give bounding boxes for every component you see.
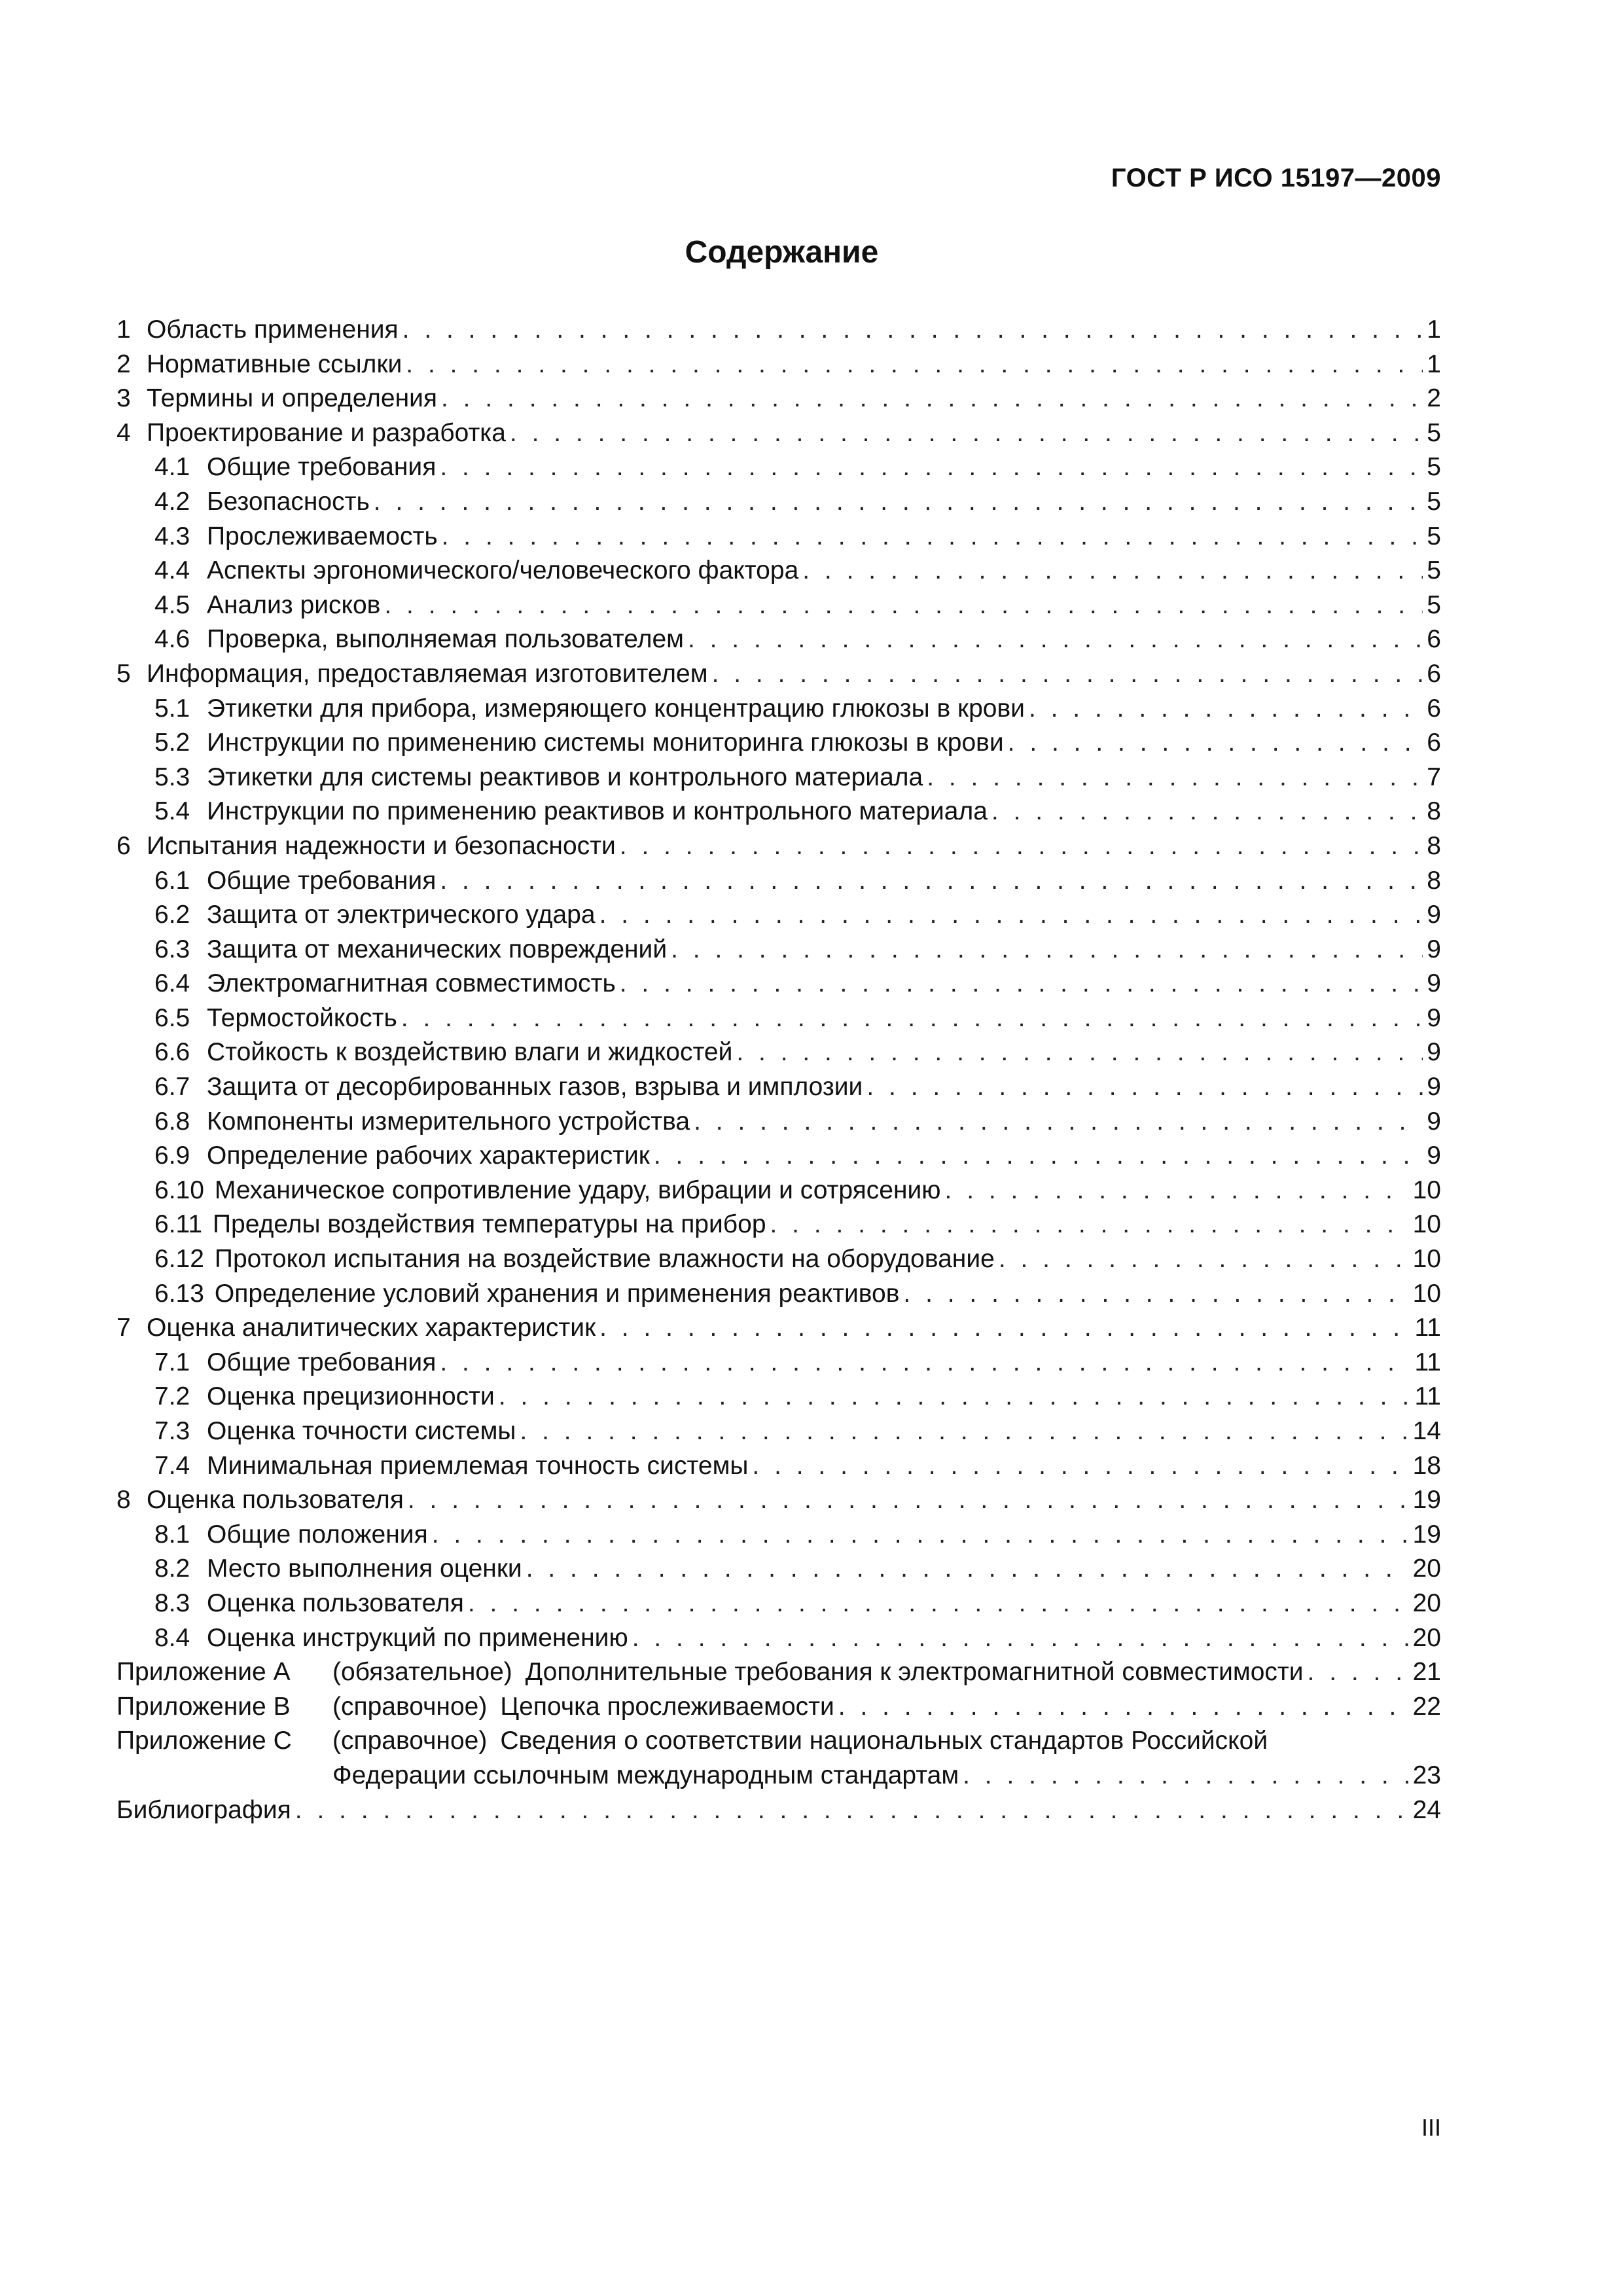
toc-entry-label: Область применения bbox=[147, 315, 399, 344]
toc-entry[interactable] bbox=[116, 726, 1441, 761]
toc-entry-page: 2 bbox=[1427, 384, 1441, 413]
toc-entry-label: Место выполнения оценки bbox=[207, 1554, 522, 1583]
toc-entry[interactable] bbox=[116, 1449, 1441, 1484]
bibliography-page: 24 bbox=[1412, 1795, 1441, 1824]
dot-leader bbox=[441, 382, 1423, 416]
toc-entry-number: 2 bbox=[116, 350, 131, 378]
toc-entry-page: 5 bbox=[1427, 453, 1441, 482]
dot-leader bbox=[688, 622, 1423, 657]
dot-leader bbox=[406, 348, 1423, 382]
dot-leader bbox=[468, 1587, 1409, 1621]
toc-entry-number: 7 bbox=[116, 1314, 131, 1342]
dot-leader bbox=[295, 1793, 1409, 1828]
toc-entry[interactable] bbox=[116, 1380, 1441, 1414]
toc-entry-page: 9 bbox=[1427, 969, 1441, 998]
appendix-prefix: Приложение С bbox=[116, 1727, 292, 1755]
dot-leader bbox=[374, 485, 1423, 520]
dot-leader bbox=[927, 761, 1423, 795]
dot-leader bbox=[1308, 1655, 1409, 1690]
toc-appendix-entry[interactable] bbox=[116, 1724, 1441, 1793]
dot-leader bbox=[991, 795, 1423, 829]
toc-entry-page: 11 bbox=[1414, 1382, 1441, 1411]
toc-entry-number: 4.3 bbox=[154, 522, 190, 550]
page-title: Содержание bbox=[685, 235, 879, 270]
toc-entry[interactable] bbox=[116, 829, 1441, 864]
toc-entry-label: Оценка инструкций по применению bbox=[207, 1623, 628, 1652]
toc-entry-page: 20 bbox=[1412, 1554, 1441, 1583]
toc-entry-page: 10 bbox=[1412, 1245, 1441, 1274]
toc-entry-page: 9 bbox=[1427, 1003, 1441, 1032]
toc-entry-label: Термостойкость bbox=[207, 1003, 397, 1032]
toc-entry-page: 11 bbox=[1414, 1314, 1441, 1342]
toc-entry[interactable] bbox=[116, 416, 1441, 451]
toc-entry-label: Проверка, выполняемая пользователем bbox=[207, 625, 684, 654]
toc-entry-number: 7.1 bbox=[154, 1348, 190, 1376]
toc-entry[interactable] bbox=[116, 657, 1441, 692]
dot-leader bbox=[384, 588, 1423, 623]
toc-entry[interactable] bbox=[116, 588, 1441, 623]
toc-entry[interactable] bbox=[116, 1070, 1441, 1105]
toc-entry-page: 9 bbox=[1427, 1107, 1441, 1136]
toc-entry-label: Инструкции по применению реактивов и контрольного материала bbox=[207, 797, 988, 826]
toc-entry-number: 3 bbox=[116, 384, 131, 413]
toc-entry-label: Определение рабочих характеристик bbox=[207, 1141, 650, 1170]
toc-entry-page: 8 bbox=[1427, 866, 1441, 895]
toc-entry[interactable] bbox=[116, 1311, 1441, 1346]
toc-entry-page: 5 bbox=[1427, 522, 1441, 550]
toc-entry-page: 10 bbox=[1412, 1210, 1441, 1239]
toc-entry-number: 6.11 bbox=[154, 1210, 203, 1239]
dot-leader bbox=[432, 1518, 1409, 1552]
toc-entry[interactable] bbox=[116, 1208, 1441, 1242]
toc-entry-number: 4.5 bbox=[154, 590, 190, 619]
toc-appendix-entry[interactable] bbox=[116, 1690, 1441, 1725]
dot-leader bbox=[440, 450, 1423, 485]
toc-entry-page: 7 bbox=[1427, 762, 1441, 791]
toc-entry-label: Информация, предоставляемая изготовителем bbox=[147, 659, 708, 688]
toc-entry[interactable] bbox=[116, 933, 1441, 967]
dot-leader bbox=[802, 554, 1423, 588]
toc-bibliography-entry[interactable] bbox=[116, 1793, 1441, 1828]
toc-entry-label: Защита от десорбированных газов, взрыва и имплозии bbox=[207, 1073, 863, 1102]
toc-entry-label: Этикетки для прибора, измеряющего концентрацию глюкозы в крови bbox=[207, 694, 1025, 723]
table-of-contents bbox=[116, 313, 1441, 1827]
toc-entry[interactable] bbox=[116, 692, 1441, 726]
dot-leader bbox=[752, 1449, 1408, 1484]
toc-entry-page: 6 bbox=[1427, 659, 1441, 688]
toc-entry-number: 6 bbox=[116, 831, 131, 860]
dot-leader bbox=[838, 1690, 1409, 1725]
toc-entry-label: Оценка пользователя bbox=[147, 1486, 404, 1515]
toc-entry-page: 20 bbox=[1412, 1623, 1441, 1652]
toc-entry-page: 19 bbox=[1412, 1520, 1441, 1549]
toc-entry-label: Определение условий хранения и применения реактивов bbox=[214, 1279, 900, 1308]
toc-entry[interactable] bbox=[116, 348, 1441, 382]
toc-entry-page: 14 bbox=[1412, 1417, 1441, 1445]
toc-entry-number: 5.3 bbox=[154, 762, 190, 791]
toc-entry-page: 5 bbox=[1427, 556, 1441, 585]
toc-entry[interactable] bbox=[116, 795, 1441, 829]
toc-entry[interactable] bbox=[116, 1552, 1441, 1587]
toc-entry-page: 5 bbox=[1427, 487, 1441, 516]
dot-leader bbox=[510, 416, 1423, 451]
toc-entry-number: 8.4 bbox=[154, 1623, 190, 1652]
dot-leader bbox=[401, 1001, 1423, 1036]
dot-leader bbox=[736, 1035, 1423, 1070]
toc-entry-number: 5.1 bbox=[154, 694, 190, 723]
appendix-title: Сведения о соответствии национальных стандартов Российской bbox=[500, 1727, 1268, 1755]
toc-entry[interactable] bbox=[116, 1621, 1441, 1656]
dot-leader bbox=[442, 520, 1423, 554]
toc-entry-number: 5 bbox=[116, 659, 131, 688]
toc-entry-label: Проектирование и разработка bbox=[147, 418, 506, 447]
appendix-page: 23 bbox=[1412, 1761, 1441, 1789]
dot-leader bbox=[963, 1759, 1408, 1793]
dot-leader bbox=[620, 967, 1423, 1001]
dot-leader bbox=[632, 1621, 1409, 1656]
toc-entry-label: Оценка точности системы bbox=[207, 1417, 516, 1445]
toc-entry-number: 7.2 bbox=[154, 1382, 190, 1411]
bibliography-label: Библиография bbox=[116, 1795, 291, 1824]
toc-entry[interactable] bbox=[116, 1277, 1441, 1312]
toc-entry-number: 4.1 bbox=[154, 453, 190, 482]
toc-entry-number: 5.4 bbox=[154, 797, 190, 826]
toc-entry[interactable] bbox=[116, 1483, 1441, 1518]
toc-entry[interactable] bbox=[116, 967, 1441, 1001]
toc-entry-label: Этикетки для системы реактивов и контрольного материала bbox=[207, 762, 923, 791]
toc-entry-number: 4.6 bbox=[154, 625, 190, 654]
dot-leader bbox=[599, 898, 1423, 933]
dot-leader bbox=[1008, 726, 1423, 761]
toc-entry[interactable] bbox=[116, 382, 1441, 416]
toc-entry-label: Оценка аналитических характеристик bbox=[147, 1314, 596, 1342]
toc-entry-label: Пределы воздействия температуры на прибор bbox=[213, 1210, 766, 1239]
toc-entry-number: 6.2 bbox=[154, 901, 190, 929]
appendix-title: Федерации ссылочным международным стандартам bbox=[332, 1761, 959, 1789]
toc-entry-label: Прослеживаемость bbox=[207, 522, 438, 550]
toc-entry-number: 6.5 bbox=[154, 1003, 190, 1032]
toc-entry-number: 6.10 bbox=[154, 1175, 204, 1204]
toc-entry-page: 1 bbox=[1427, 315, 1441, 344]
toc-entry-number: 5.2 bbox=[154, 728, 190, 757]
page-number: III bbox=[1421, 2114, 1441, 2141]
toc-entry-label: Стойкость к воздействию влаги и жидкостей bbox=[207, 1038, 733, 1067]
toc-entry-number: 1 bbox=[116, 315, 131, 344]
toc-entry-page: 6 bbox=[1427, 728, 1441, 757]
toc-entry-page: 19 bbox=[1412, 1486, 1441, 1515]
appendix-kind: (справочное) bbox=[332, 1727, 488, 1755]
toc-entry-page: 1 bbox=[1427, 350, 1441, 378]
dot-leader bbox=[499, 1380, 1411, 1414]
appendix-page: 22 bbox=[1412, 1692, 1441, 1721]
dot-leader bbox=[671, 933, 1423, 967]
toc-entry-number: 8.2 bbox=[154, 1554, 190, 1583]
toc-entry-label: Общие требования bbox=[207, 866, 437, 895]
appendix-kind: (справочное) bbox=[332, 1692, 488, 1721]
toc-entry-label: Механическое сопротивление удару, вибрации и сотрясению bbox=[214, 1175, 941, 1204]
toc-entry[interactable] bbox=[116, 520, 1441, 554]
toc-entry-number: 7.4 bbox=[154, 1451, 190, 1480]
dot-leader bbox=[712, 657, 1423, 692]
toc-appendix-entry[interactable] bbox=[116, 1655, 1441, 1690]
toc-entry-number: 4.4 bbox=[154, 556, 190, 585]
toc-entry-label: Общие требования bbox=[207, 453, 437, 482]
toc-entry-number: 4.2 bbox=[154, 487, 190, 516]
toc-entry-label: Аспекты эргономического/человеческого фактора bbox=[207, 556, 799, 585]
toc-entry[interactable] bbox=[116, 554, 1441, 588]
toc-entry-number: 4 bbox=[116, 418, 131, 447]
toc-entry-page: 9 bbox=[1427, 935, 1441, 963]
dot-leader bbox=[866, 1070, 1423, 1105]
toc-entry-number: 6.8 bbox=[154, 1107, 190, 1136]
toc-entry[interactable] bbox=[116, 898, 1441, 933]
toc-entry-label: Анализ рисков bbox=[207, 590, 381, 619]
toc-entry[interactable] bbox=[116, 622, 1441, 657]
dot-leader bbox=[599, 1311, 1410, 1346]
toc-entry[interactable] bbox=[116, 485, 1441, 520]
toc-entry[interactable] bbox=[116, 313, 1441, 348]
appendix-kind: (обязательное) bbox=[332, 1658, 512, 1687]
toc-entry-number: 6.4 bbox=[154, 969, 190, 998]
toc-entry-number: 6.12 bbox=[154, 1245, 204, 1274]
dot-leader bbox=[903, 1277, 1408, 1312]
toc-entry[interactable] bbox=[116, 1518, 1441, 1552]
dot-leader bbox=[402, 313, 1423, 348]
toc-entry-page: 6 bbox=[1427, 694, 1441, 723]
toc-entry-label: Общие требования bbox=[207, 1348, 437, 1376]
toc-entry-label: Термины и определения bbox=[147, 384, 438, 413]
toc-entry[interactable] bbox=[116, 1242, 1441, 1277]
appendix-title: Цепочка прослеживаемости bbox=[500, 1692, 834, 1721]
toc-entry-page: 5 bbox=[1427, 590, 1441, 619]
dot-leader bbox=[999, 1242, 1409, 1277]
toc-entry[interactable] bbox=[116, 1001, 1441, 1036]
toc-entry[interactable] bbox=[116, 450, 1441, 485]
dot-leader bbox=[945, 1174, 1409, 1208]
toc-entry[interactable] bbox=[116, 1174, 1441, 1208]
toc-entry[interactable] bbox=[116, 1035, 1441, 1070]
toc-entry[interactable] bbox=[116, 761, 1441, 795]
toc-entry-number: 6.7 bbox=[154, 1073, 190, 1102]
toc-entry-page: 18 bbox=[1412, 1451, 1441, 1480]
toc-entry-page: 6 bbox=[1427, 625, 1441, 654]
toc-entry[interactable] bbox=[116, 1139, 1441, 1174]
toc-entry-label: Оценка прецизионности bbox=[207, 1382, 495, 1411]
toc-entry[interactable] bbox=[116, 1587, 1441, 1621]
dot-leader bbox=[654, 1139, 1423, 1174]
toc-entry-number: 8.3 bbox=[154, 1588, 190, 1617]
toc-entry-page: 11 bbox=[1414, 1348, 1441, 1376]
dot-leader bbox=[526, 1552, 1409, 1587]
toc-entry-number: 6.9 bbox=[154, 1141, 190, 1170]
appendix-title: Дополнительные требования к электромагнитной совместимости bbox=[525, 1658, 1304, 1687]
toc-entry-label: Испытания надежности и безопасности bbox=[147, 831, 616, 860]
appendix-page: 21 bbox=[1412, 1658, 1441, 1687]
toc-entry-page: 9 bbox=[1427, 1038, 1441, 1067]
toc-entry-label: Инструкции по применению системы мониторинга глюкозы в крови bbox=[207, 728, 1004, 757]
dot-leader bbox=[770, 1208, 1409, 1242]
toc-entry-number: 6.1 bbox=[154, 866, 190, 895]
toc-entry-page: 9 bbox=[1427, 1141, 1441, 1170]
toc-entry-number: 8 bbox=[116, 1486, 131, 1515]
toc-entry-page: 9 bbox=[1427, 1073, 1441, 1102]
toc-entry[interactable] bbox=[116, 864, 1441, 899]
toc-entry[interactable] bbox=[116, 1105, 1441, 1139]
toc-entry-number: 7.3 bbox=[154, 1417, 190, 1445]
toc-entry-label: Минимальная приемлемая точность системы bbox=[207, 1451, 749, 1480]
toc-entry[interactable] bbox=[116, 1346, 1441, 1380]
dot-leader bbox=[694, 1105, 1423, 1139]
toc-entry-page: 5 bbox=[1427, 418, 1441, 447]
dot-leader bbox=[1029, 692, 1423, 726]
toc-entry-page: 8 bbox=[1427, 831, 1441, 860]
appendix-prefix: Приложение А bbox=[116, 1658, 291, 1687]
dot-leader bbox=[440, 864, 1423, 899]
toc-entry-page: 8 bbox=[1427, 797, 1441, 826]
document-code: ГОСТ Р ИСО 15197—2009 bbox=[1111, 164, 1441, 192]
toc-entry-label: Защита от электрического удара bbox=[207, 901, 596, 929]
toc-entry-label: Общие положения bbox=[207, 1520, 428, 1549]
toc-entry-label: Защита от механических повреждений bbox=[207, 935, 668, 963]
dot-leader bbox=[620, 829, 1423, 864]
dot-leader bbox=[440, 1346, 1410, 1380]
toc-entry-label: Компоненты измерительного устройства bbox=[207, 1107, 690, 1136]
toc-entry-page: 20 bbox=[1412, 1588, 1441, 1617]
toc-entry[interactable] bbox=[116, 1414, 1441, 1449]
toc-entry-number: 6.6 bbox=[154, 1038, 190, 1067]
toc-entry-number: 8.1 bbox=[154, 1520, 190, 1549]
toc-entry-label: Протокол испытания на воздействие влажности на оборудование bbox=[214, 1245, 995, 1274]
toc-entry-number: 6.3 bbox=[154, 935, 190, 963]
toc-entry-label: Оценка пользователя bbox=[207, 1588, 464, 1617]
toc-entry-page: 9 bbox=[1427, 901, 1441, 929]
toc-entry-number: 6.13 bbox=[154, 1279, 204, 1308]
toc-entry-page: 10 bbox=[1412, 1175, 1441, 1204]
dot-leader bbox=[520, 1414, 1408, 1449]
toc-entry-label: Нормативные ссылки bbox=[147, 350, 402, 378]
toc-entry-label: Электромагнитная совместимость bbox=[207, 969, 616, 998]
appendix-prefix: Приложение В bbox=[116, 1692, 291, 1721]
dot-leader bbox=[408, 1483, 1409, 1518]
toc-entry-label: Безопасность bbox=[207, 487, 370, 516]
toc-entry-page: 10 bbox=[1412, 1279, 1441, 1308]
